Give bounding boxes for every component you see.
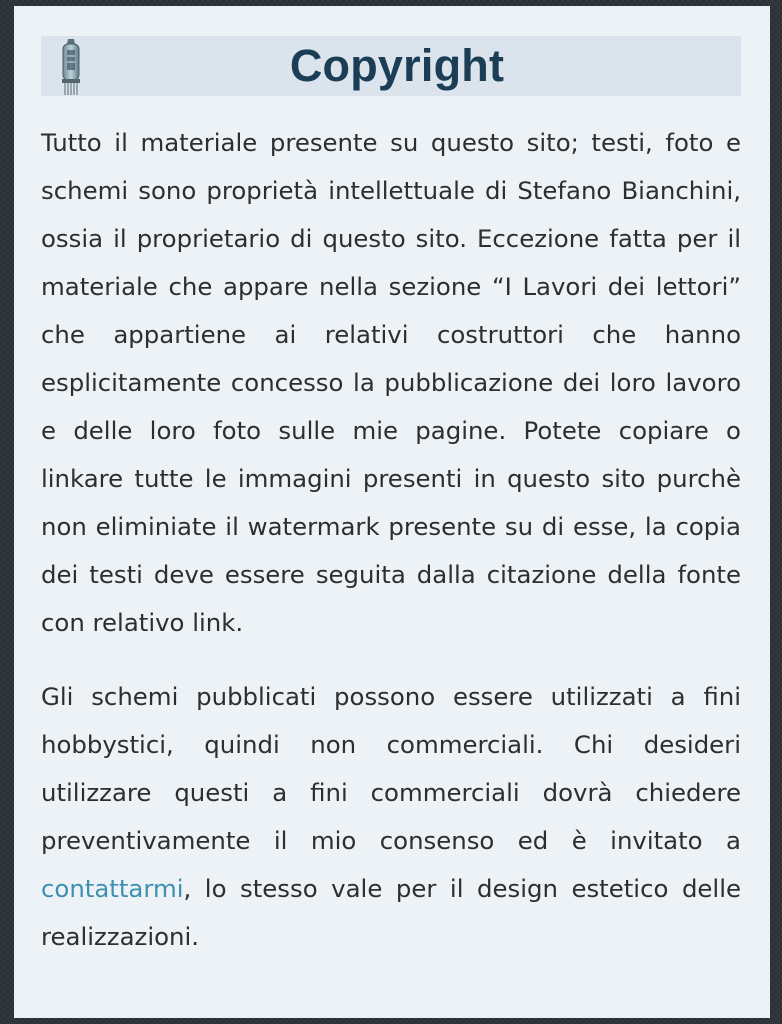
usage-text-start: Gli schemi pubblicati possono essere utilizzati a fini hobbystici, quindi non commerciali. Chi desideri utilizzare questi a fini commerciali dovrà chiedere preventivamente il mio consenso ed è invitato a: [41, 682, 741, 855]
paragraph-ownership: Tutto il materiale presente su questo sito; testi, foto e schemi sono proprietà intellettuale di Stefano Bianchini, ossia il proprietario di questo sito. Eccezione fatta per il materiale che appare nella sezione “I Lavori dei lettori” che appartiene ai relativi costruttori che hanno esplicitamente concesso la pubblicazione dei loro lavoro e delle loro foto sulle mie pagine. Potete copiare o linkare tutte le immagini presenti in questo sito purchè non eliminiate il watermark presente su di esse, la copia dei testi deve essere seguita dalla citazione della fonte con relativo link.: [41, 128, 741, 637]
usage-text-end: , lo stesso vale per il design estetico delle realizzazioni.: [41, 874, 741, 951]
header-bar: [41, 36, 741, 96]
copyright-panel: [14, 6, 770, 1018]
page-title: Copyright: [289, 40, 505, 91]
paragraph-usage: [41, 673, 741, 961]
contact-link[interactable]: contattarmi: [41, 874, 184, 903]
copyright-text: [41, 119, 741, 987]
